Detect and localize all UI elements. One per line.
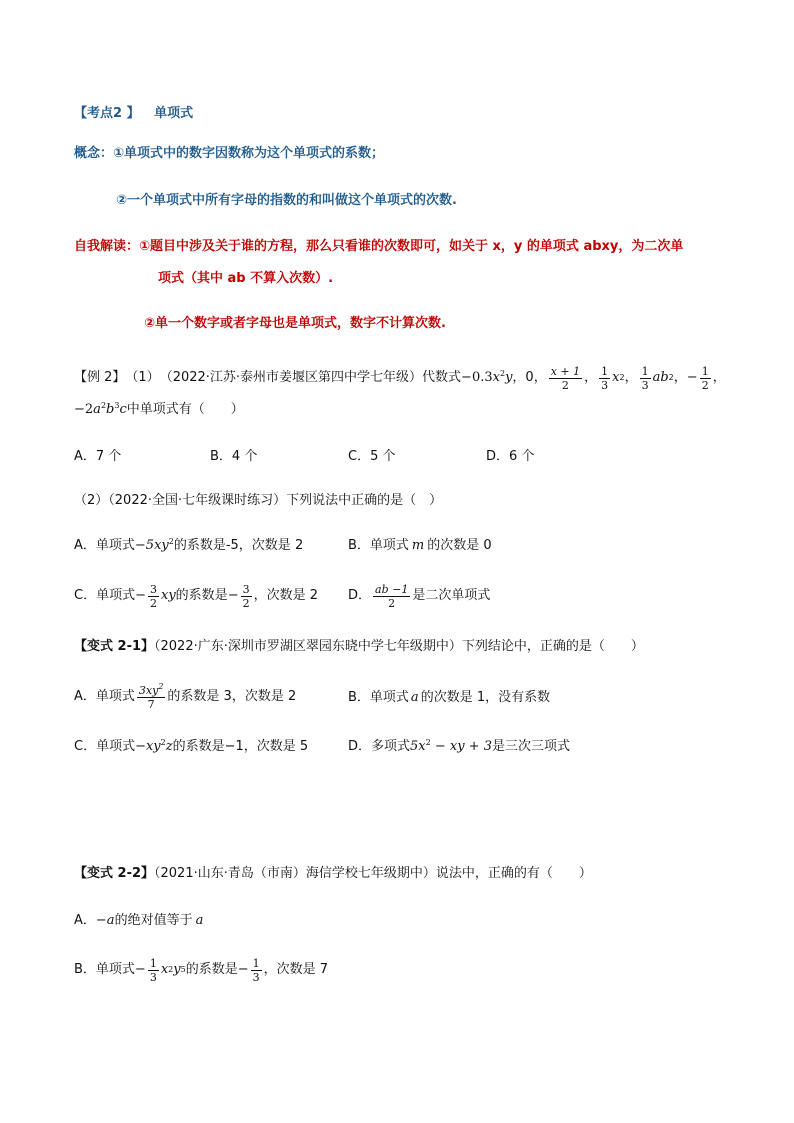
comma-2: ， (624, 370, 638, 385)
p2-c-mid: 的系数是 (175, 588, 228, 603)
v22-a-pre: A． (74, 913, 96, 928)
option-b: B．4 个 (210, 449, 258, 464)
v21-d-pre: D．多项式 (348, 739, 411, 754)
v21-c-expr: −xy (135, 739, 161, 754)
v22-b-var2: y (173, 962, 181, 977)
v22-b-sign: − (134, 962, 146, 977)
line2-exp-a: 2 (100, 401, 107, 410)
option-a: A．7 个 (74, 449, 122, 464)
option-c: C．5 个 (348, 449, 396, 464)
v21-b-post: 的次数是 1，没有系数 (420, 690, 551, 705)
v22-b-pre: B．单项式 (74, 962, 135, 977)
frac2-var: x (612, 370, 620, 385)
v21-a-num (137, 681, 166, 697)
p2-c-post: ，次数是 2 (253, 588, 318, 603)
v21-b-var: a (410, 690, 419, 705)
interpretation-item-1: ①题目中涉及关于谁的方程，那么只看谁的次数即可，如关于 x，y 的单项式 abxy，为二次单 (139, 239, 684, 254)
v22-b-den: 3 (149, 970, 157, 984)
expr-line2 (74, 402, 127, 417)
comma-1: ， (584, 370, 598, 385)
v22-b-sign-2: − (237, 962, 249, 977)
frac1-num: x + 1 (550, 364, 581, 378)
p2-d-den: 2 (373, 596, 410, 610)
p2-a-pre: A．单项式 (74, 538, 135, 553)
section-heading (74, 102, 193, 121)
frac4-den: 2 (701, 378, 709, 392)
example2-part2-question: （2）（2022·全国·七年级课时练习）下列说法中正确的是（ ） (74, 493, 443, 508)
p2-c-den: 2 (149, 596, 157, 610)
variant22-question: （2021·山东·青岛（市南）海信学校七年级期中）说法中，正确的有（ ） (154, 866, 592, 881)
v22-b-num: 1 (149, 956, 157, 970)
v21-c-var: z (165, 739, 173, 754)
interpretation-item-2: ②单一个数字或者字母也是单项式，数字不计算次数. (144, 316, 446, 331)
v22-b-fraction (148, 957, 159, 984)
v22-b-num-2: 1 (252, 956, 260, 970)
concept-line-1 (74, 145, 384, 163)
p2-option-c (74, 578, 318, 614)
v21-a-fraction (137, 681, 166, 711)
v22-b-den-2: 3 (252, 970, 260, 984)
v21-b-pre: B．单项式 (348, 690, 409, 705)
comma-4: ， (712, 370, 726, 385)
frac4-sign: − (686, 370, 698, 385)
concept-item-2: ②一个单项式中所有字母的指数的和叫做这个单项式的次数. (116, 193, 457, 208)
v21-c-pre: C．单项式 (74, 739, 136, 754)
p2-c-fraction-2 (241, 583, 252, 610)
variant22-tag: 【变式 2-2】 (74, 866, 155, 881)
example2-line-2 (74, 401, 244, 419)
p2-d-post: 是二次单项式 (412, 588, 491, 603)
concept-label: 概念： (74, 146, 114, 161)
fraction-one-third-b (640, 365, 651, 392)
interpretation-line-1 (74, 238, 683, 256)
frac2-num: 1 (601, 364, 609, 378)
variant21-question-line (74, 638, 644, 656)
frac4-num: 1 (701, 364, 709, 378)
v22-a-var: a (195, 913, 204, 928)
v21-option-d (348, 738, 570, 756)
p2-b-post: 的次数是 0 (427, 538, 492, 553)
v21-a-num-text: 3xy (138, 683, 159, 697)
line2-b: b (106, 402, 115, 417)
v22-a-post: 的绝对值等于 (114, 913, 193, 928)
interpretation-label: 自我解读： (74, 239, 140, 254)
v21-d-post: 是三次三项式 (491, 739, 570, 754)
v22-b-fraction-2 (251, 957, 262, 984)
p2-c-pre: C．单项式 (74, 588, 136, 603)
section-title: 单项式 (154, 106, 194, 121)
v21-option-c (74, 738, 308, 756)
v21-a-num-exp: 2 (158, 681, 164, 691)
v21-option-b (348, 689, 550, 707)
fraction-x-plus-1-over-2 (549, 365, 582, 392)
p2-c-den-2: 2 (242, 596, 250, 610)
line2-exp-b: 3 (114, 401, 120, 410)
example2-part1-source: （2022·江苏·泰州市姜堰区第四中学七年级）代数式 (159, 370, 462, 385)
variant21-tag: 【变式 2-1】 (74, 639, 155, 654)
section-tag: 【考点2 】 (74, 106, 140, 121)
expr-a-exp: 2 (499, 369, 506, 378)
expr-a (461, 369, 512, 387)
fraction-one-half (700, 365, 711, 392)
p2-option-a (74, 537, 303, 555)
p2-b-pre: B．单项式 (348, 538, 409, 553)
frac3-den: 3 (641, 378, 649, 392)
p2-option-b (348, 537, 492, 555)
expr-a-var2: y (505, 370, 513, 385)
v21-d-exp: 2 (425, 738, 431, 747)
option-d: D．6 个 (486, 449, 535, 464)
expr-a-coef: −0.3 (461, 370, 493, 385)
v21-option-a (74, 678, 296, 716)
v22-option-b: B．单项式 − $\frac{1}{3}$ x 2 y 5 的系数是 − $\frac{1}{3}$ ，次数是 7 (74, 956, 329, 984)
frac3-num: 1 (641, 364, 649, 378)
frac2-den: 3 (601, 378, 609, 392)
line2-prefix: −2 (74, 402, 94, 417)
p2-a-exp: 2 (168, 537, 174, 546)
v21-d-expr2: − xy + 3 (430, 739, 492, 754)
p2-b-var: m (411, 538, 425, 553)
frac3-var: ab (652, 370, 669, 385)
variant22-question-line (74, 865, 592, 883)
comma-3: ， (673, 370, 687, 385)
p2-a-expr: −5xy (134, 538, 169, 553)
expr-a-var: x (492, 370, 500, 385)
example2-part1-label: （1） (125, 370, 160, 385)
p2-c-sign-2: − (227, 588, 239, 603)
example2-line-1: 【例 2】 （1） （2022·江苏·泰州市姜堰区第四中学七年级）代数式 $-0.3x^2y$ ，0， $\frac{x + 1}{2}$ ， $\frac{1}{3}$ x 2 ， $\frac{1}{3}$ ab 2 ， − $\frac{1}{2}$ ， (74, 364, 726, 392)
p2-c-var: xy (160, 588, 176, 603)
fraction-one-third (599, 365, 610, 392)
concept-item-1: ①单项式中的数字因数称为这个单项式的系数； (113, 146, 385, 161)
v22-b-var1: x (160, 962, 169, 977)
v22-b-mid: 的系数是 (185, 962, 238, 977)
p2-c-num-2: 3 (242, 582, 250, 596)
v21-c-exp: 2 (160, 738, 166, 747)
p2-d-num: ab −1 (375, 582, 409, 596)
p2-c-num: 3 (149, 582, 157, 596)
v21-c-post: 的系数是−1，次数是 5 (172, 739, 309, 754)
v22-b-post: ，次数是 7 (263, 962, 329, 977)
p2-d-fraction (373, 583, 410, 610)
v21-a-pre: A．单项式 (74, 689, 135, 704)
p2-a-post: 的系数是-5，次数是 2 (173, 538, 304, 553)
p2-c-fraction (148, 583, 159, 610)
p2-c-sign: − (135, 588, 146, 603)
v22-option-a (74, 912, 203, 930)
v21-a-post: 的系数是 3，次数是 2 (167, 689, 297, 704)
example2-tag: 【例 2】 (74, 370, 126, 385)
line2-tail: 中单项式有（ ） (126, 402, 244, 417)
p2-d-pre: D． (348, 588, 372, 603)
line2-a: a (93, 402, 101, 417)
v21-d-expr1: 5x (410, 739, 426, 754)
interpretation-item-1-cont: 项式（其中 ab 不算入次数）. (158, 271, 334, 286)
v22-a-expr: −a (95, 913, 115, 928)
p2-option-d (348, 578, 490, 614)
variant21-question: （2022·广东·深圳市罗湖区翠园东晓中学七年级期中）下列结论中，正确的是（ ） (154, 639, 644, 654)
frac1-den: 2 (549, 378, 582, 392)
sep-zero: ，0， (512, 370, 547, 385)
v21-a-den: 7 (137, 697, 166, 711)
line2-c: c (119, 402, 127, 417)
